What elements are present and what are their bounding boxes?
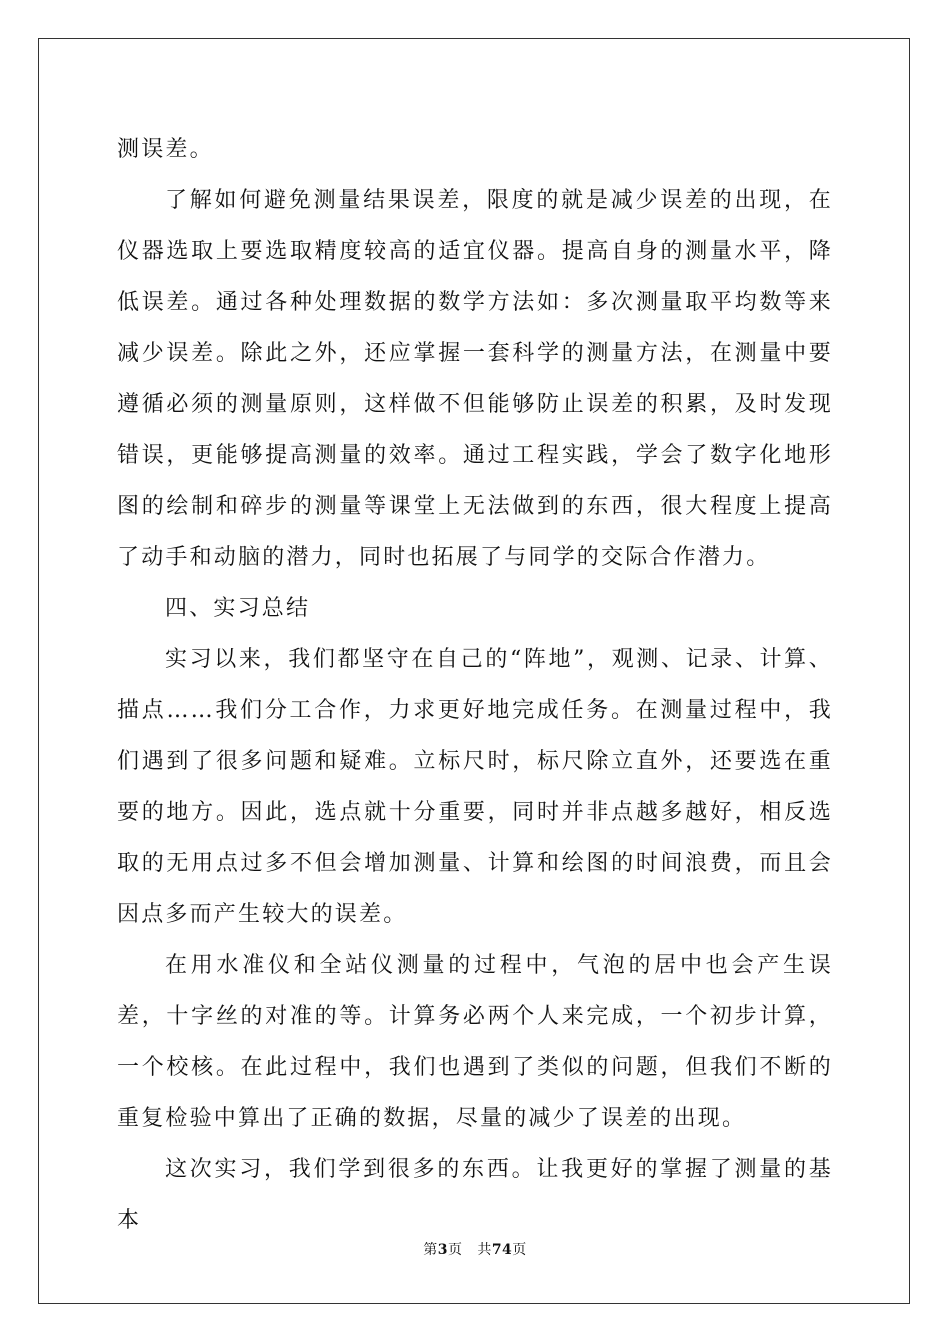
footer-prefix: 第	[423, 1242, 438, 1258]
section-heading: 四、实习总结	[165, 596, 311, 621]
paragraph-1: 测误差。	[117, 137, 214, 162]
footer-page-suffix: 页	[447, 1242, 463, 1258]
current-page-number: 3	[437, 1242, 448, 1258]
paragraph-3: 实习以来，我们都坚守在自己的“阵地”，观测、记录、计算、描点……我们分工合作，力求更好地完成任务。在测量过程中，我们遇到了很多问题和疑难。立标尺时，标尺除立直外，还要选在重要的地方。因此，选点就十分重要，同时并非点越多越好，相反选取的无用点过多不但会增加测量、计算和绘图的时间浪费，而且会因点多而产生较大的误差。	[117, 647, 833, 927]
paragraph-4: 在用水准仪和全站仪测量的过程中，气泡的居中也会产生误差，十字丝的对准的等。计算务必两个人来完成，一个初步计算，一个校核。在此过程中，我们也遇到了类似的问题，但我们不断的重复检验中算出了正确的数据，尽量的减少了误差的出现。	[117, 953, 833, 1131]
page-footer	[0, 1240, 950, 1260]
footer-total-prefix: 共	[477, 1242, 492, 1258]
footer-total-suffix: 页	[512, 1242, 527, 1258]
document-body	[117, 124, 833, 1246]
total-pages-number: 74	[491, 1242, 513, 1258]
paragraph-2: 了解如何避免测量结果误差，限度的就是减少误差的出现，在仪器选取上要选取精度较高的适宜仪器。提高自身的测量水平，降低误差。通过各种处理数据的数学方法如：多次测量取平均数等来减少误差。除此之外，还应掌握一套科学的测量方法，在测量中要遵循必须的测量原则，这样做不但能够防止误差的积累，及时发现错误，更能够提高测量的效率。通过工程实践，学会了数字化地形图的绘制和碎步的测量等课堂上无法做到的东西，很大程度上提高了动手和动脑的潜力，同时也拓展了与同学的交际合作潜力。	[117, 188, 833, 570]
paragraph-5: 这次实习，我们学到很多的东西。让我更好的掌握了测量的基本	[117, 1157, 833, 1233]
